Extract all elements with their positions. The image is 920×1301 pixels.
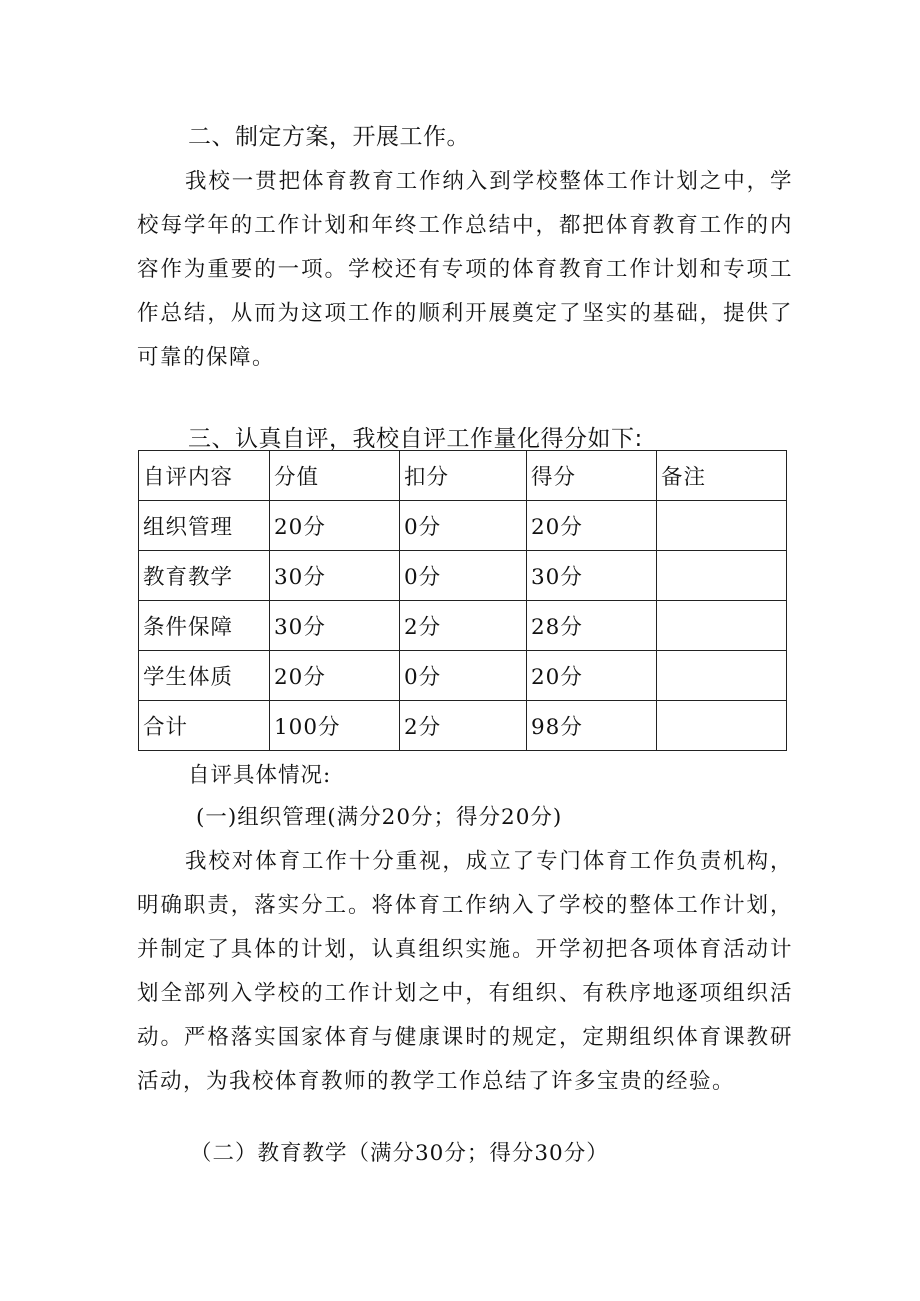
table-row <box>139 601 787 651</box>
section-2-paragraph: 我校一贯把体育教育工作纳入到学校整体工作计划之中，学校每学年的工作计划和年终工作总结中，都把体育教育工作的内容作为重要的一项。学校还有专项的体育教育工作计划和专项工作总结，从而为这项工作的顺利开展奠定了坚实的基础，提供了可靠的保障。 <box>137 169 793 370</box>
table-cell <box>657 601 787 651</box>
section-3-heading: 三、认真自评，我校自评工作量化得分如下: <box>188 426 643 452</box>
table-cell: 28分 <box>527 601 657 651</box>
table-cell: 2分 <box>400 701 527 751</box>
table-cell: 教育教学 <box>139 551 270 601</box>
table-cell: 30分 <box>527 551 657 601</box>
table-cell <box>657 651 787 701</box>
self-evaluation-table <box>138 450 787 751</box>
header-cell: 备注 <box>657 451 787 501</box>
table-cell: 组织管理 <box>139 501 270 551</box>
table-cell: 98分 <box>527 701 657 751</box>
table-row <box>139 651 787 701</box>
table-cell: 合计 <box>139 701 270 751</box>
table-cell: 20分 <box>527 501 657 551</box>
table-cell: 学生体质 <box>139 651 270 701</box>
table-cell: 2分 <box>400 601 527 651</box>
table-cell: 0分 <box>400 551 527 601</box>
header-cell: 扣分 <box>400 451 527 501</box>
subsection-2-title: （二）教育教学（满分30分；得分30分） <box>190 1141 609 1166</box>
table-cell: 条件保障 <box>139 601 270 651</box>
table-total-row <box>139 701 787 751</box>
table-row <box>139 501 787 551</box>
header-cell: 分值 <box>270 451 400 501</box>
table-cell: 30分 <box>270 551 400 601</box>
table-cell: 20分 <box>527 651 657 701</box>
section-2-heading: 二、制定方案，开展工作。 <box>188 124 470 150</box>
header-cell: 得分 <box>527 451 657 501</box>
table-cell <box>657 701 787 751</box>
table-cell: 30分 <box>270 601 400 651</box>
table-cell: 20分 <box>270 651 400 701</box>
details-intro: 自评具体情况: <box>188 763 332 788</box>
table-cell: 20分 <box>270 501 400 551</box>
table-cell <box>657 551 787 601</box>
table-cell <box>657 501 787 551</box>
subsection-1-title: (一)组织管理(满分20分；得分20分) <box>196 805 563 830</box>
table-cell: 0分 <box>400 501 527 551</box>
table-cell: 100分 <box>270 701 400 751</box>
header-cell: 自评内容 <box>139 451 270 501</box>
table-header-row <box>139 451 787 501</box>
table-row <box>139 551 787 601</box>
table-cell: 0分 <box>400 651 527 701</box>
subsection-1-paragraph: 我校对体育工作十分重视，成立了专门体育工作负责机构，明确职责，落实分工。将体育工作纳入了学校的整体工作计划，并制定了具体的计划，认真组织实施。开学初把各项体育活动计划全部列入学校的工作计划之中，有组织、有秩序地逐项组织活动。严格落实国家体育与健康课时的规定，定期组织体育课教研活动，为我校体育教师的教学工作总结了许多宝贵的经验。 <box>137 849 793 1094</box>
